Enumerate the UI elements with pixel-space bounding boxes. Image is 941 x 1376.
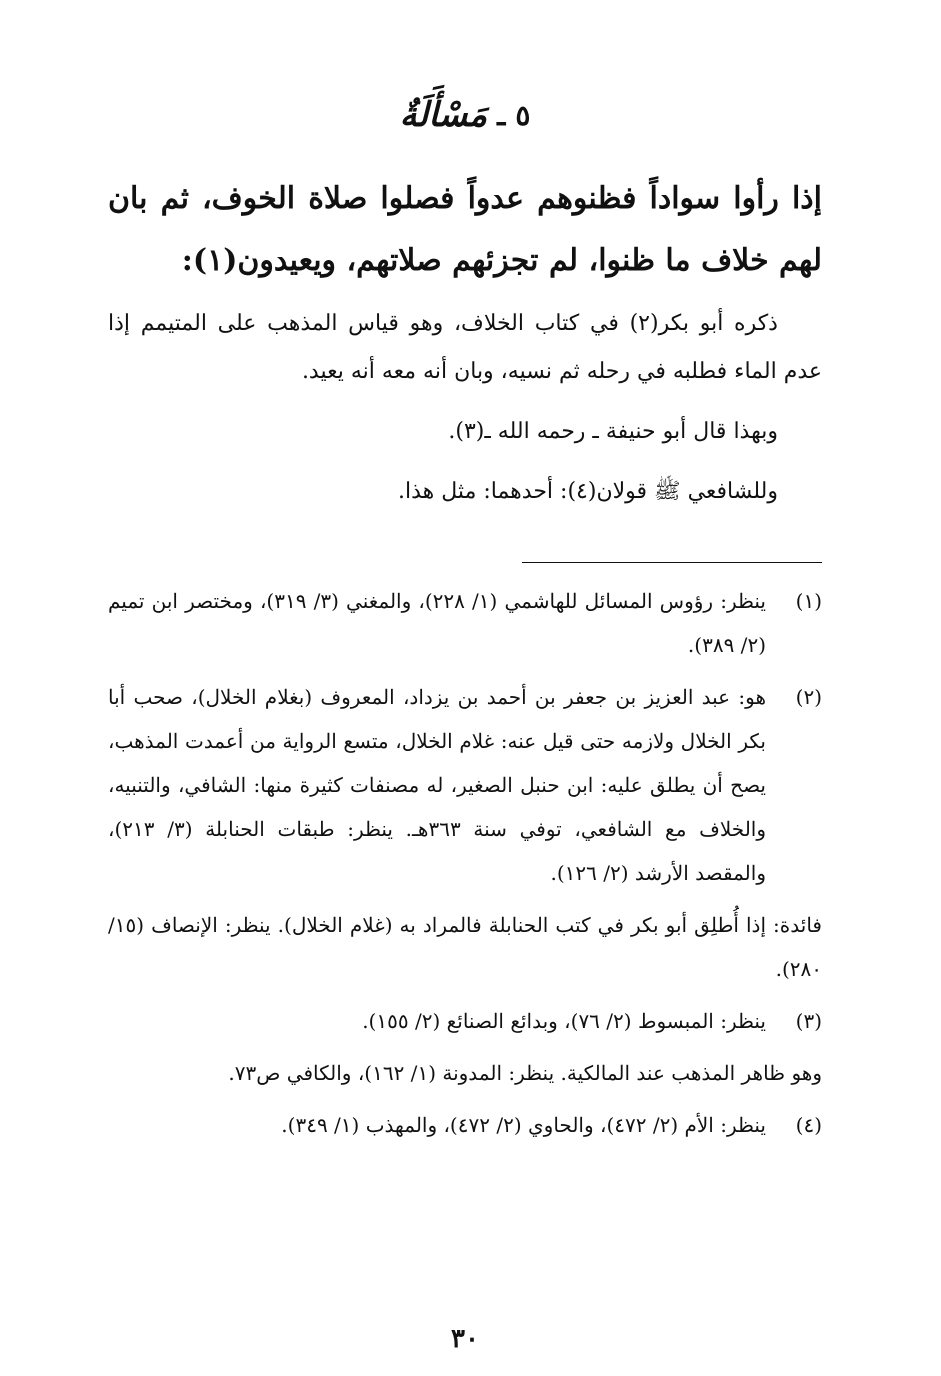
footnote-number: (٣) <box>795 1009 822 1033</box>
issue-number: ٥ <box>515 98 531 132</box>
footnote-2 <box>108 675 822 895</box>
issue-question: إذا رأوا سواداً فظنوهم عدواً فصلوا صلاة الخوف، ثم بان لهم خلاف ما ظنوا، لم تجزئهم صلاتهم، ويعيدون(١): <box>108 181 822 278</box>
paragraph-2: وبهذا قال أبو حنيفة ـ رحمه الله ـ(٣). <box>448 419 778 444</box>
paragraph-1: ذكره أبو بكر(٢) في كتاب الخلاف، وهو قياس المذهب على المتيمم إذا عدم الماء فطلبه في رحله ثم نسيه، وبان أنه معه أنه يعيد. <box>108 311 822 384</box>
footnote-2-benefit: فائدة: إذا أُطلِق أبو بكر في كتب الحنابلة فالمراد به (غلام الخلال). ينظر: الإنصاف (١٥/ ٢٨٠). <box>108 913 822 981</box>
paragraph-3: وللشافعي ﷺ قولان(٤): أحدهما: مثل هذا. <box>398 479 778 504</box>
footnote-separator <box>522 562 822 563</box>
issue-heading <box>108 84 822 146</box>
footnote-text: هو: عبد العزيز بن جعفر بن أحمد بن يزداد، المعروف (بغلام الخلال)، صحب أبا بكر الخلال ولازمه حتى قيل عنه: غلام الخلال، متسع الرواية من أعمدت المذهب، يصح أن يطلق عليه: ابن حنبل الصغير، له مصنفات كثيرة منها: الشافي، والتنبيه، والخلاف مع الشافعي، توفي سنة ٣٦٣هـ. ينظر: طبقات الحنابلة (٣/ ٢١٣)، والمقصد الأرشد (٢/ ١٢٦). <box>108 685 766 885</box>
footnote-3-continuation: وهو ظاهر المذهب عند المالكية. ينظر: المدونة (١/ ١٦٢)، والكافي ص٧٣. <box>228 1061 822 1085</box>
footnotes <box>108 579 822 1147</box>
footnote-text: ينظر: المبسوط (٢/ ٧٦)، وبدائع الصنائع (٢/ ١٥٥). <box>362 1009 766 1033</box>
issue-title: مَسْأَلَةٌ <box>399 95 488 135</box>
footnote-4 <box>108 1103 822 1147</box>
book-page <box>108 84 822 1354</box>
footnote-text: ينظر: الأم (٢/ ٤٧٢)، والحاوي (٢/ ٤٧٢)، والمهذب (١/ ٣٤٩). <box>281 1113 766 1137</box>
footnote-text: ينظر: رؤوس المسائل للهاشمي (١/ ٢٢٨)، والمغني (٣/ ٣١٩)، ومختصر ابن تميم (٢/ ٣٨٩). <box>108 589 766 657</box>
footnote-number: (١) <box>795 589 822 613</box>
footnote-3 <box>108 999 822 1043</box>
page-number: ٣٠ <box>451 1324 479 1354</box>
heading-dash: ـ <box>497 98 506 132</box>
footnote-number: (٢) <box>795 685 822 709</box>
footnote-number: (٤) <box>795 1113 822 1137</box>
footnote-1 <box>108 579 822 667</box>
